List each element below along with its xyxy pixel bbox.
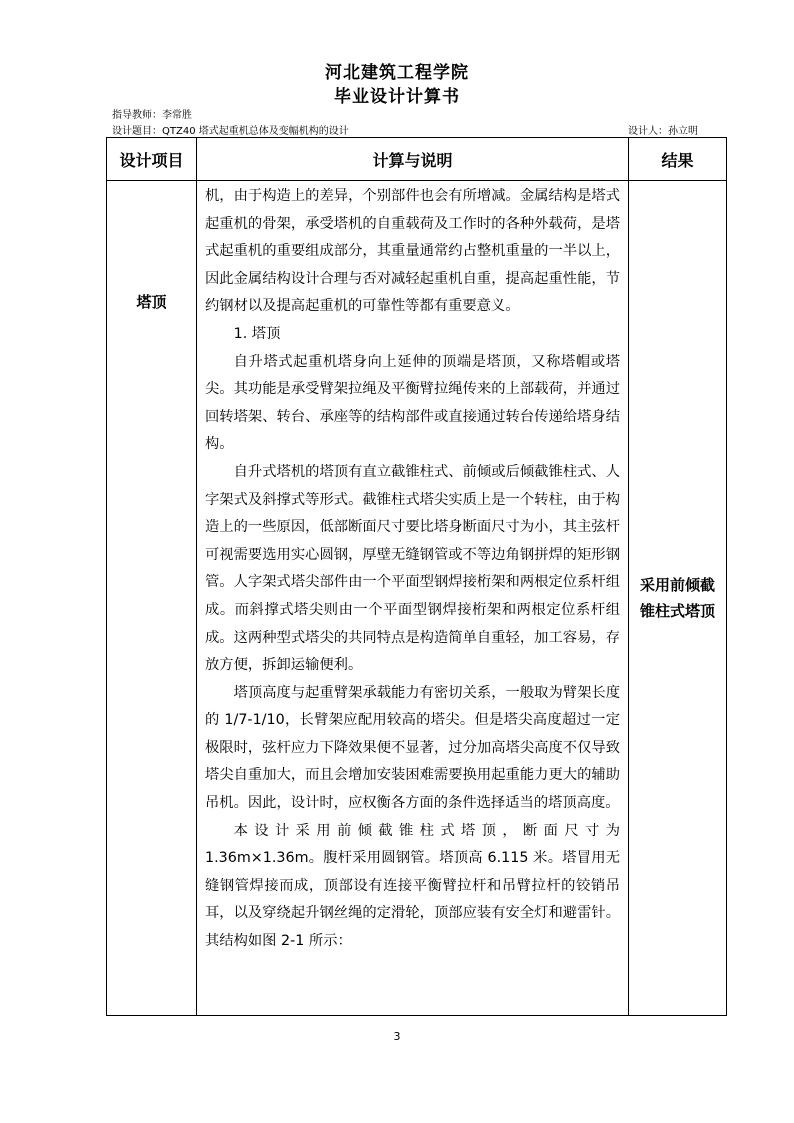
paragraph-continuation: 机，由于构造上的差异，个别部件也会有所增减。金属结构是塔式起重机的骨架，承受塔机的自重载荷及工作时的各种外载荷，是塔式起重机的重要组成部分，其重量通常约占整机重量的一半以上，因此金属结构设计合理与否对减轻起重机自重，提高起重性能，节约钢材以及提高起重机的可靠性等都有重要意义。 [205,188,620,315]
paragraph-tower-top-height: 塔顶高度与起重臂架承载能力有密切关系，一般取为臂架长度的 1/7-1/10，长臂架应配用较高的塔尖。但是塔尖高度超过一定极限时，弦杆应力下降效果便不显著，过分加高塔尖高度不仅导致塔尖自重加大，而且会增加安装困难需要换用起重能力更大的辅助吊机。因此，设计时，应权衡各方面的条件选择适当的塔顶高度。 [205,684,620,812]
header-calc-description: 计算与说明 [197,138,629,181]
design-item-text: 塔顶 [136,293,167,311]
calculation-table [106,137,727,1016]
section-heading: 1. 塔顶 [233,325,281,342]
result-text: 采用前倾截锥柱式塔顶 [639,576,715,620]
paragraph-tower-top-types: 自升式塔机的塔顶有直立截锥柱式、前倾或后倾截锥柱式、人字架式及斜撑式等形式。截锥柱式塔尖实质上是一个转柱，由于构造上的一些原因，低部断面尺寸要比塔身断面尺寸为小，其主弦杆可视需要选用实心圆钢，厚壁无缝钢管或不等边角钢拼焊的矩形钢管。人字架式塔尖部件由一个平面型钢焊接桁架和两根定位系杆组成。而斜撑式塔尖则由一个平面型钢焊接桁架和两根定位系杆组成。这两种型式塔尖的共同特点是构造简单自重轻，加工容易，存放方便，拆卸运输便利。 [205,463,620,674]
advisor-label: 指导教师：李常胜 [112,110,192,121]
header-design-item: 设计项目 [107,138,197,181]
result-cell [629,181,727,1016]
design-item-cell [107,181,197,1016]
designer-label: 设计人：孙立明 [628,126,698,137]
calc-description-cell [197,181,629,1016]
header-result: 结果 [629,138,727,181]
page-number: 3 [393,1030,401,1043]
paragraph-tower-top-function: 自升塔式起重机塔身向上延伸的顶端是塔顶，又称塔帽或塔尖。其功能是承受臂架拉绳及平衡臂拉绳传来的上部载荷，并通过回转塔架、转台、承座等的结构部件或直接通过转台传递给塔身结构。 [205,353,620,453]
school-name: 河北建筑工程学院 [325,63,469,83]
paragraph-design-choice: 本设计采用前倾截锥柱式塔顶，断面尺寸为 1.36m×1.36m。腹杆采用圆钢管。塔顶高 6.115 米。塔冒用无缝钢管焊接而成，顶部设有连接平衡臂拉杆和吊臂拉杆的铰销吊耳，以及穿绕起升钢丝绳的定滑轮，顶部应装有安全灯和避雷针。其结构如图 2-1 所示： [205,822,620,950]
document-title: 毕业设计计算书 [334,87,460,107]
design-topic: 设计题目：QTZ40 塔式起重机总体及变幅机构的设计 [112,126,349,137]
table-header-row [107,138,727,181]
table-row [107,181,727,1016]
